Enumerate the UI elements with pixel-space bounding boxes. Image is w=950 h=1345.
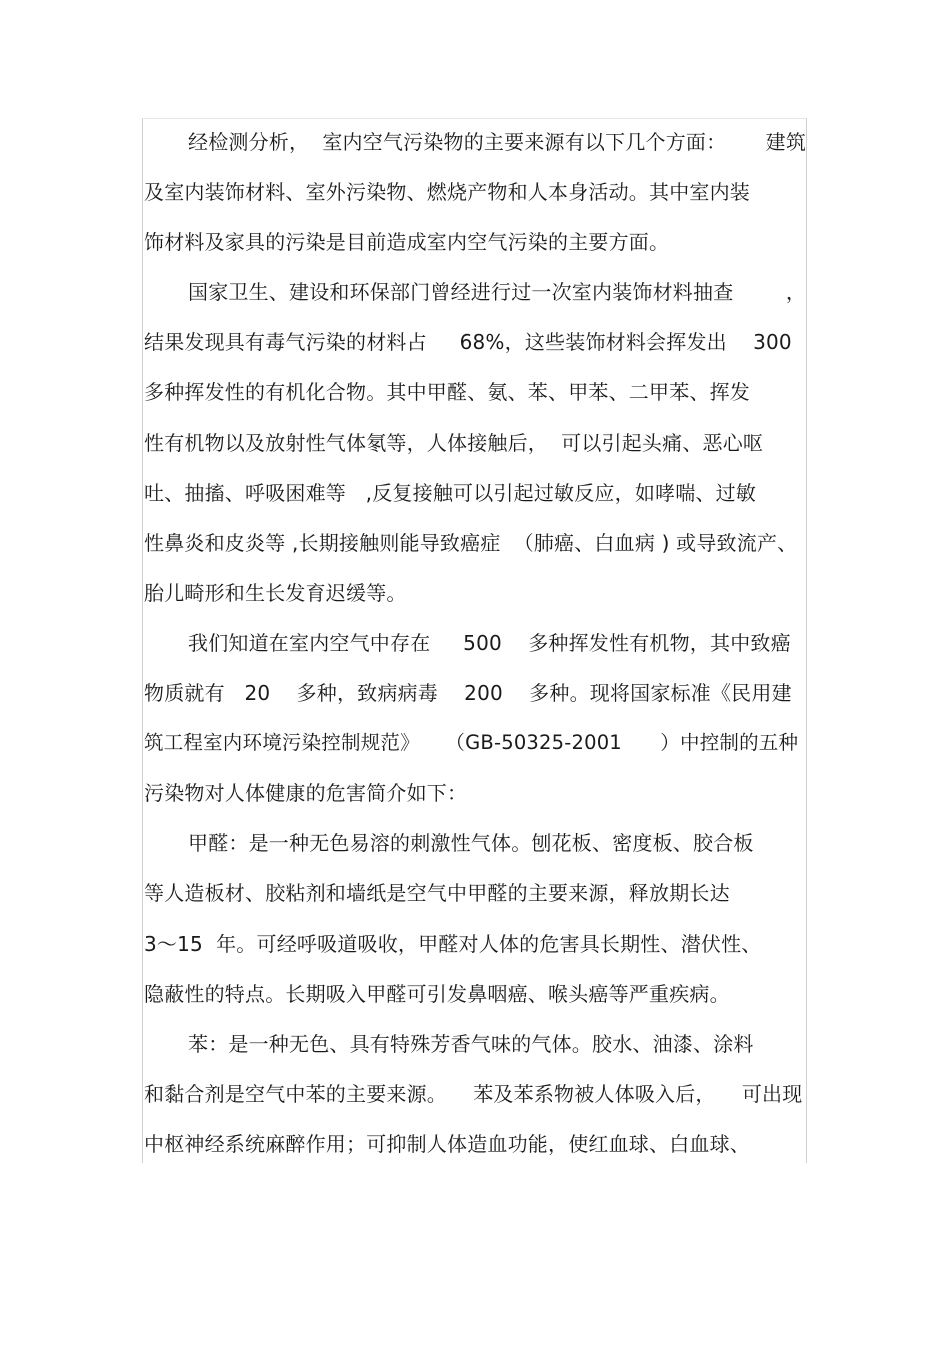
text-line: 和黏合剂是空气中苯的主要来源。 苯及苯系物被人体吸入后， 可出现 <box>144 1081 803 1106</box>
document-body <box>144 117 810 1169</box>
text-line: 污染物对人体健康的危害简介如下： <box>144 781 468 806</box>
text-line: 性有机物以及放射性气体氡等，人体接触后， 可以引起头痛、恶心呕 <box>144 430 764 455</box>
text-line: 经检测分析， 室内空气污染物的主要来源有以下几个方面： 建筑 <box>188 130 807 154</box>
text-line: 苯：是一种无色、具有特殊芳香气味的气体。胶水、油漆、涂料 <box>188 1031 754 1056</box>
text-line: 等人造板材、胶粘剂和墙纸是空气中甲醛的主要来源，释放期长达 <box>144 881 730 906</box>
text-line: 3～15 年。可经呼吸道吸收，甲醛对人体的危害具长期性、潜伏性、 <box>144 931 762 956</box>
text-line: 饰材料及家具的污染是目前造成室内空气污染的主要方面。 <box>144 230 670 255</box>
text-line: 性鼻炎和皮炎等 ,长期接触则能导致癌症 （肺癌、白血病 ) 或导致流产、 <box>144 530 798 555</box>
text-line: 筑工程室内环境污染控制规范》 （GB-50325-2001 ）中控制的五种 <box>144 731 799 755</box>
text-line: 多种挥发性的有机化合物。其中甲醛、氨、苯、甲苯、二甲苯、挥发 <box>144 380 750 405</box>
text-line: 国家卫生、建设和环保部门曾经进行过一次室内装饰材料抽查 ， <box>188 280 807 305</box>
text-line: 甲醛：是一种无色易溶的刺激性气体。刨花板、密度板、胶合板 <box>188 831 754 856</box>
text-line: 胎儿畸形和生长发育迟缓等。 <box>144 580 407 605</box>
text-line: 吐、抽搐、呼吸困难等 ,反复接触可以引起过敏反应，如哮喘、过敏 <box>144 480 757 505</box>
text-line: 我们知道在室内空气中存在 500 多种挥发性有机物，其中致癌 <box>188 630 791 655</box>
text-line: 中枢神经系统麻醉作用；可抑制人体造血功能，使红血球、白血球、 <box>144 1131 750 1156</box>
text-line: 物质就有 20 多种，致病病毒 200 多种。现将国家标准《民用建 <box>144 681 792 706</box>
text-line: 及室内装饰材料、室外污染物、燃烧产物和人本身活动。其中室内装 <box>144 180 750 205</box>
text-line: 隐蔽性的特点。长期吸入甲醛可引发鼻咽癌、喉头癌等严重疾病。 <box>144 981 730 1006</box>
text-line: 结果发现具有毒气污染的材料占 68%，这些装饰材料会挥发出 300 <box>144 330 792 355</box>
